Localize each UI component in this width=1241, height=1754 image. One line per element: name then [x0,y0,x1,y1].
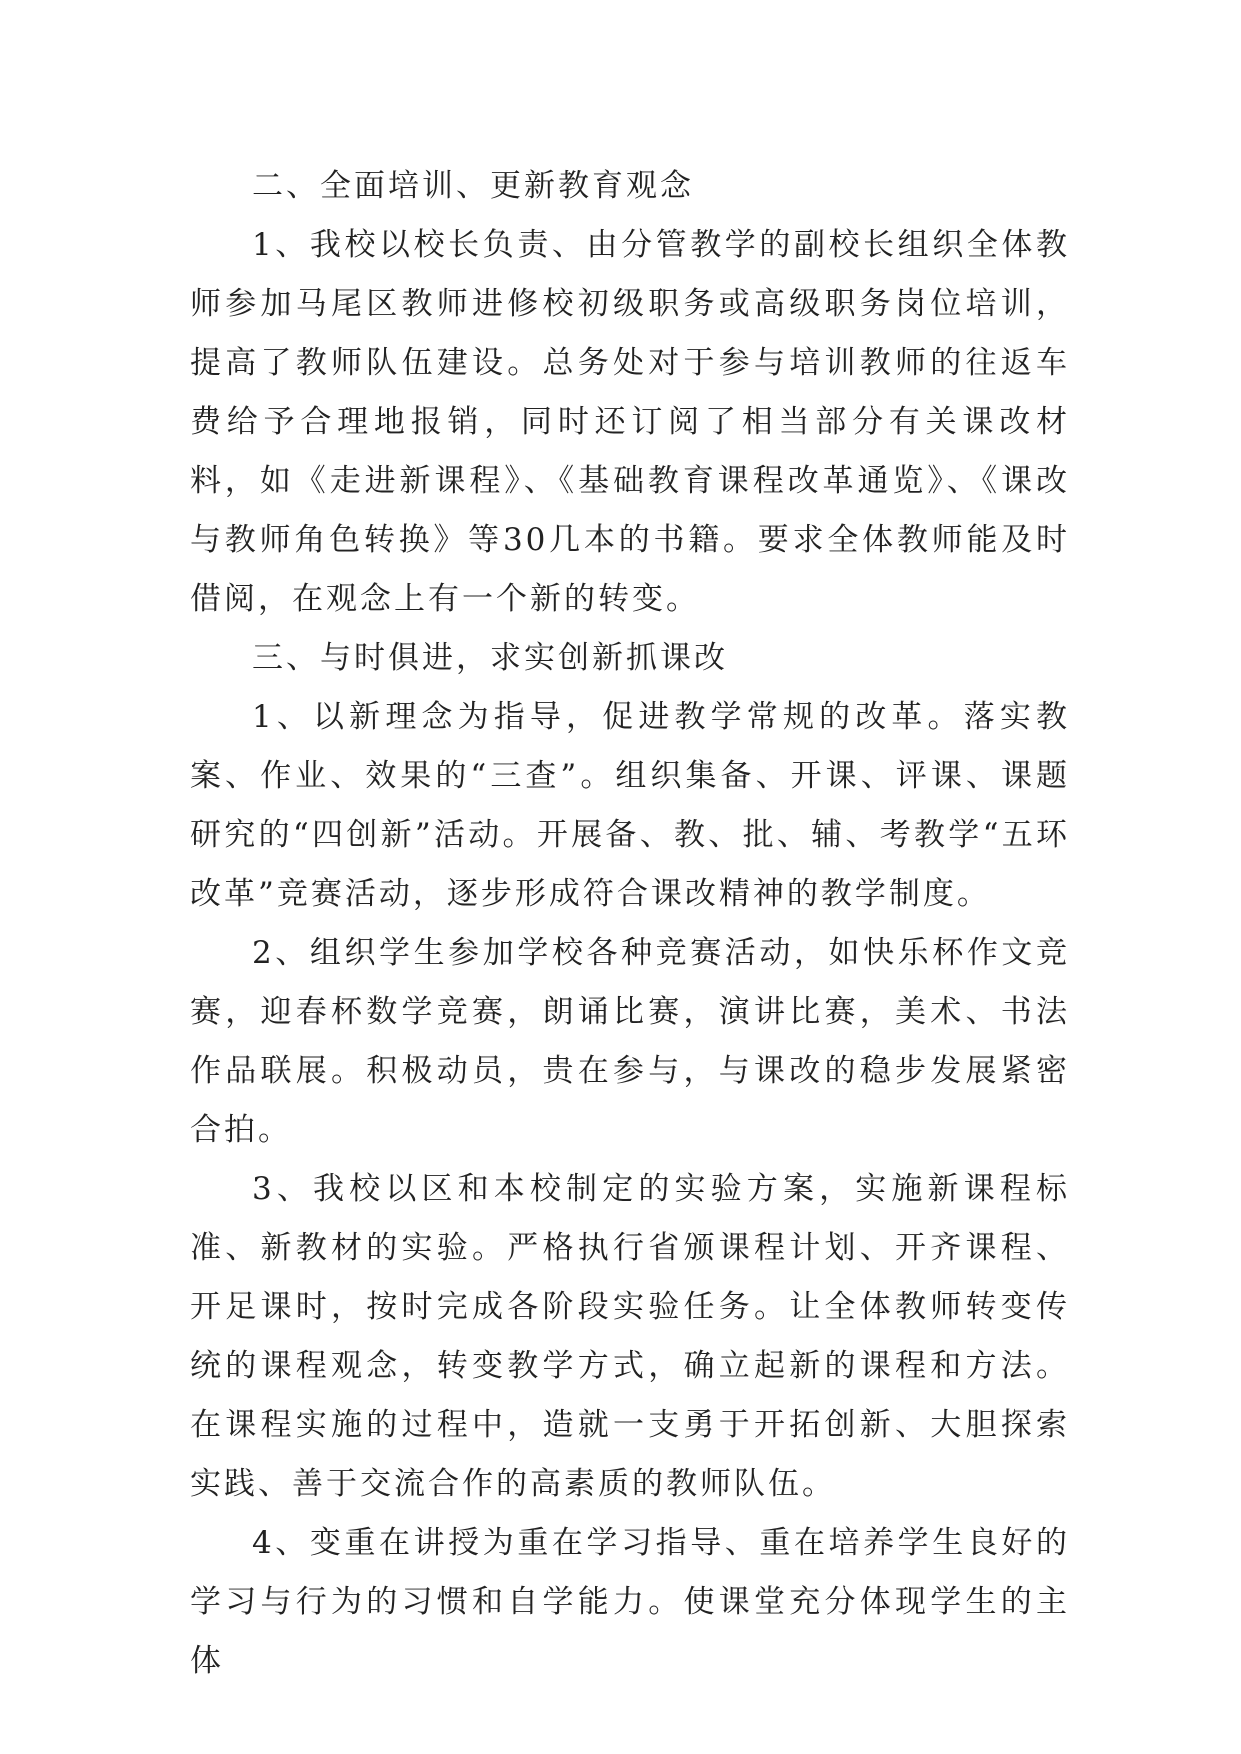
section-3-heading: 三、与时俱进，求实创新抓课改 [252,640,728,676]
section-3-paragraph-4: 4、变重在讲授为重在学习指导、重在培养学生良好的学习与行为的习惯和自学能力。使课堂充分体现学生的主体 [190,1525,1070,1679]
section-2-heading: 二、全面培训、更新教育观念 [252,168,694,204]
document-body [190,157,1070,1691]
section-2-paragraph-1: 1、我校以校长负责、由分管教学的副校长组织全体教师参加马尾区教师进修校初级职务或高级职务岗位培训，提高了教师队伍建设。总务处对于参与培训教师的往返车费给予合理地报销，同时还订阅了相当部分有关课改材料，如《走进新课程》、《基础教育课程改革通览》、《课改与教师角色转换》等30几本的书籍。要求全体教师能及时借阅，在观念上有一个新的转变。 [190,227,1070,617]
section-3-paragraph-1: 1、以新理念为指导，促进教学常规的改革。落实教案、作业、效果的“三查”。组织集备、开课、评课、课题研究的“四创新”活动。开展备、教、批、辅、考教学“五环改革”竞赛活动，逐步形成符合课改精神的教学制度。 [190,699,1070,912]
section-3-paragraph-3: 3、我校以区和本校制定的实验方案，实施新课程标准、新教材的实验。严格执行省颁课程计划、开齐课程、开足课时，按时完成各阶段实验任务。让全体教师转变传统的课程观念，转变教学方式，确立起新的课程和方法。在课程实施的过程中，造就一支勇于开拓创新、大胆探索实践、善于交流合作的高素质的教师队伍。 [190,1171,1070,1502]
section-3-paragraph-2: 2、组织学生参加学校各种竞赛活动，如快乐杯作文竞赛，迎春杯数学竞赛，朗诵比赛，演讲比赛，美术、书法作品联展。积极动员，贵在参与，与课改的稳步发展紧密合拍。 [190,935,1070,1148]
